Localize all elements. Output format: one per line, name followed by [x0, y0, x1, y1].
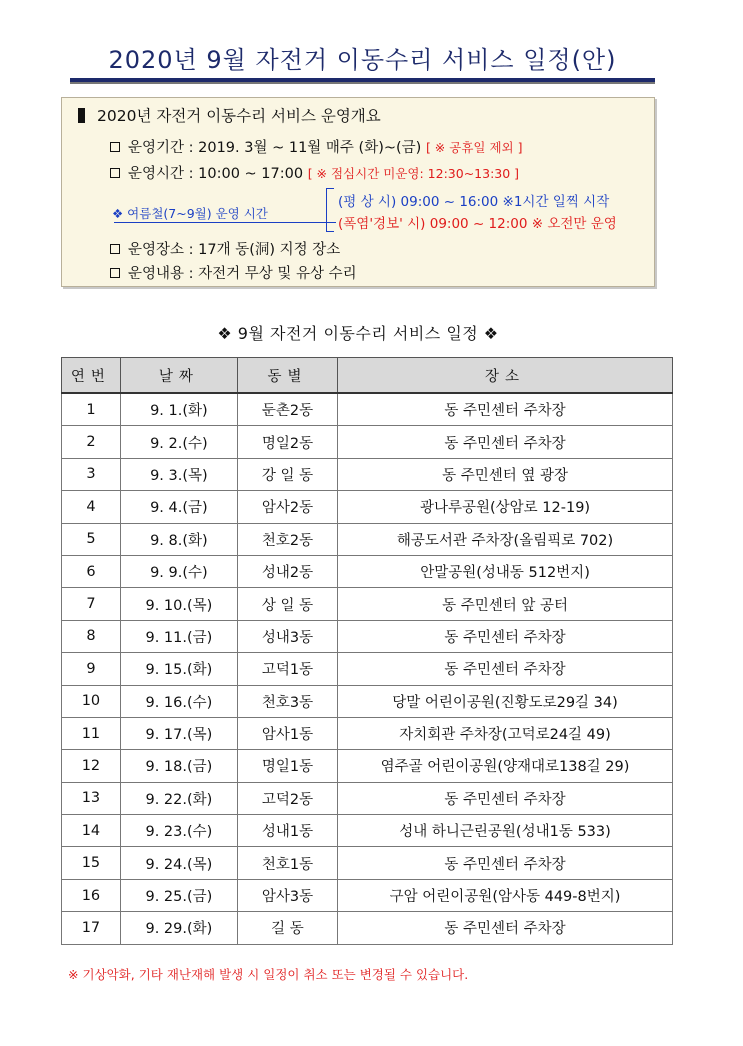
- cell-number: 9: [62, 653, 121, 685]
- cell-number: 8: [62, 620, 121, 652]
- summer-normal-hours: (평 상 시) 09:00 ~ 16:00 ※1시간 일찍 시작: [338, 194, 610, 210]
- cell-place: 동 주민센터 주차장: [338, 782, 673, 814]
- cell-date: 9. 11.(금): [120, 620, 237, 652]
- table-row: [62, 912, 673, 944]
- cell-date: 9. 3.(목): [120, 458, 237, 490]
- cell-number: 16: [62, 879, 121, 911]
- cell-date: 9. 1.(화): [120, 393, 237, 426]
- cell-place: 동 주민센터 앞 공터: [338, 588, 673, 620]
- cell-number: 15: [62, 847, 121, 879]
- cell-dong: 성내3동: [237, 620, 337, 652]
- table-row: [62, 847, 673, 879]
- period-text: 운영기간 : 2019. 3월 ~ 11월 매주 (화)~(금): [128, 140, 422, 156]
- cell-dong: 천호1동: [237, 847, 337, 879]
- cell-date: 9. 2.(수): [120, 426, 237, 458]
- cell-dong: 성내2동: [237, 555, 337, 587]
- cell-dong: 천호3동: [237, 685, 337, 717]
- cell-dong: 고덕2동: [237, 782, 337, 814]
- header-dong: 동별: [237, 358, 337, 394]
- cell-place: 동 주민센터 주차장: [338, 393, 673, 426]
- cell-place: 동 주민센터 주차장: [338, 912, 673, 944]
- cell-date: 9. 23.(수): [120, 815, 237, 847]
- checkbox-square-icon: [110, 244, 120, 254]
- overview-heading-text: 2020년 자전거 이동수리 서비스 운영개요: [97, 107, 381, 125]
- cell-number: 12: [62, 750, 121, 782]
- operating-content: [110, 262, 357, 283]
- cell-number: 2: [62, 426, 121, 458]
- summer-underline: [114, 222, 336, 223]
- schedule-title: ❖ 9월 자전거 이동수리 서비스 일정 ❖: [217, 324, 499, 343]
- table-row: [62, 393, 673, 426]
- cell-dong: 암사3동: [237, 879, 337, 911]
- cell-dong: 암사1동: [237, 717, 337, 749]
- cell-place: 구암 어린이공원(암사동 449-8번지): [338, 879, 673, 911]
- cell-date: 9. 9.(수): [120, 555, 237, 587]
- summer-bracket: [326, 188, 334, 232]
- cell-dong: 강 일 동: [237, 458, 337, 490]
- cell-place: 안말공원(성내동 512번지): [338, 555, 673, 587]
- cell-place: 염주골 어린이공원(양재대로138길 29): [338, 750, 673, 782]
- header-place: 장소: [338, 358, 673, 394]
- cell-date: 9. 22.(화): [120, 782, 237, 814]
- cell-date: 9. 8.(화): [120, 523, 237, 555]
- table-row: [62, 523, 673, 555]
- table-row: [62, 588, 673, 620]
- heading-bar-icon: [78, 108, 85, 123]
- cell-place: 해공도서관 주차장(올림픽로 702): [338, 523, 673, 555]
- table-row: [62, 491, 673, 523]
- cell-date: 9. 25.(금): [120, 879, 237, 911]
- table-row: [62, 782, 673, 814]
- cell-date: 9. 17.(목): [120, 717, 237, 749]
- cell-place: 동 주민센터 주차장: [338, 620, 673, 652]
- checkbox-square-icon: [110, 142, 120, 152]
- title-underline: [70, 78, 655, 82]
- table-row: [62, 685, 673, 717]
- cell-number: 7: [62, 588, 121, 620]
- cell-date: 9. 24.(목): [120, 847, 237, 879]
- cell-dong: 상 일 동: [237, 588, 337, 620]
- place-text: 운영장소 : 17개 동(洞) 지정 장소: [128, 242, 341, 258]
- summer-hours-label: ❖ 여름철(7~9월) 운영 시간: [112, 206, 268, 221]
- cell-number: 14: [62, 815, 121, 847]
- cell-date: 9. 4.(금): [120, 491, 237, 523]
- table-row: [62, 426, 673, 458]
- cell-place: 광나루공원(상암로 12-19): [338, 491, 673, 523]
- cell-number: 17: [62, 912, 121, 944]
- cell-place: 동 주민센터 옆 광장: [338, 458, 673, 490]
- cell-place: 성내 하니근린공원(성내1동 533): [338, 815, 673, 847]
- cell-dong: 천호2동: [237, 523, 337, 555]
- cell-dong: 명일1동: [237, 750, 337, 782]
- cell-place: 당말 어린이공원(진황도로29길 34): [338, 685, 673, 717]
- cell-number: 10: [62, 685, 121, 717]
- cell-dong: 명일2동: [237, 426, 337, 458]
- cell-date: 9. 18.(금): [120, 750, 237, 782]
- cell-number: 3: [62, 458, 121, 490]
- cell-date: 9. 29.(화): [120, 912, 237, 944]
- table-header-row: [62, 358, 673, 394]
- cell-dong: 고덕1동: [237, 653, 337, 685]
- header-number: 연번: [62, 358, 121, 394]
- header-date: 날짜: [120, 358, 237, 394]
- checkbox-square-icon: [110, 168, 120, 178]
- table-row: [62, 879, 673, 911]
- table-row: [62, 750, 673, 782]
- operating-hours: [110, 162, 519, 183]
- cell-number: 11: [62, 717, 121, 749]
- table-row: [62, 555, 673, 587]
- page-title: 2020년 9월 자전거 이동수리 서비스 일정(안): [108, 46, 617, 74]
- cell-number: 5: [62, 523, 121, 555]
- cell-dong: 길 동: [237, 912, 337, 944]
- cell-date: 9. 10.(목): [120, 588, 237, 620]
- cell-number: 6: [62, 555, 121, 587]
- table-row: [62, 717, 673, 749]
- checkbox-square-icon: [110, 268, 120, 278]
- cell-place: 동 주민센터 주차장: [338, 847, 673, 879]
- cell-place: 동 주민센터 주차장: [338, 653, 673, 685]
- period-note: [ ※ 공휴일 제외 ]: [425, 140, 523, 155]
- footnote: ※ 기상악화, 기타 재난재해 발생 시 일정이 취소 또는 변경될 수 있습니다.: [68, 967, 469, 982]
- cell-place: 자치회관 주차장(고덕로24길 49): [338, 717, 673, 749]
- table-row: [62, 458, 673, 490]
- operating-period: [110, 136, 522, 157]
- overview-box: [61, 97, 655, 287]
- table-row: [62, 620, 673, 652]
- table-row: [62, 815, 673, 847]
- hours-note: [ ※ 점심시간 미운영: 12:30~13:30 ]: [307, 166, 520, 181]
- overview-heading: [78, 104, 381, 126]
- operating-place: [110, 238, 340, 259]
- cell-dong: 암사2동: [237, 491, 337, 523]
- cell-date: 9. 15.(화): [120, 653, 237, 685]
- summer-heatwave-hours: (폭염'경보' 시) 09:00 ~ 12:00 ※ 오전만 운영: [338, 216, 617, 232]
- cell-date: 9. 16.(수): [120, 685, 237, 717]
- hours-text: 운영시간 : 10:00 ~ 17:00: [128, 166, 304, 182]
- cell-dong: 성내1동: [237, 815, 337, 847]
- content-text: 운영내용 : 자전거 무상 및 유상 수리: [128, 266, 357, 282]
- schedule-table: [61, 357, 673, 945]
- table-row: [62, 653, 673, 685]
- cell-number: 13: [62, 782, 121, 814]
- cell-dong: 둔촌2동: [237, 393, 337, 426]
- cell-number: 1: [62, 393, 121, 426]
- cell-place: 동 주민센터 주차장: [338, 426, 673, 458]
- cell-number: 4: [62, 491, 121, 523]
